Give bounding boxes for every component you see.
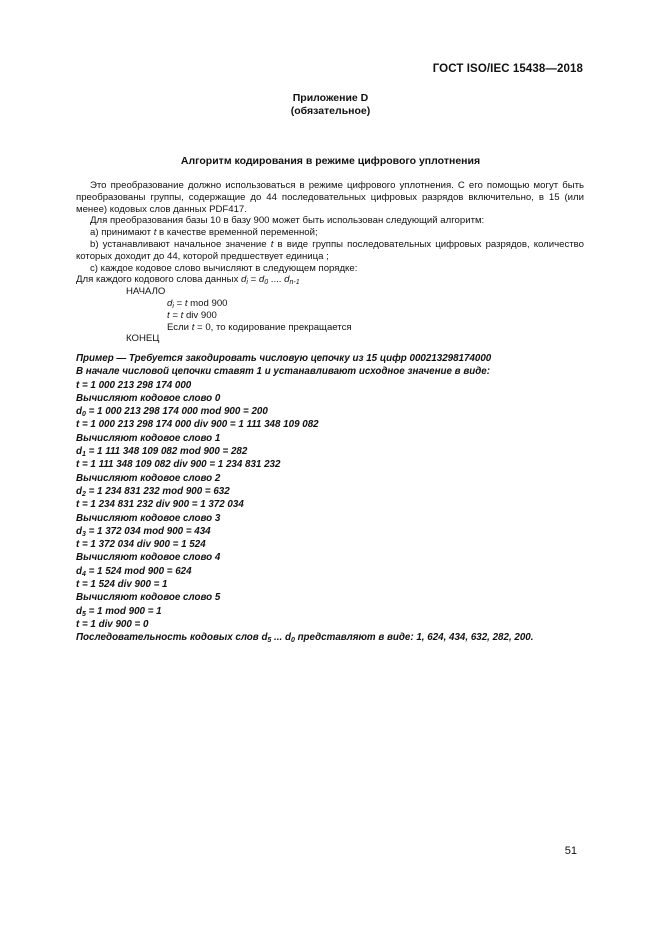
example-line: $d_4 = 1$ 524 mod 900 = 624	[76, 565, 192, 578]
intro-paragraph: Это преобразование должно использоваться в режиме цифрового уплотнения. С его помощью могут быть преобразованы группы, содержащие до 44 последовательных цифровых разрядов включительно, в 15 (или менее) кодовых слов данных PDF417.	[76, 180, 584, 215]
worked-example	[76, 352, 596, 645]
example-line: $d_2 = 1$ 234 831 232 mod 900 = 632	[76, 485, 230, 498]
section-title: Алгоритм кодирования в режиме цифрового уплотнения	[180, 155, 481, 167]
algorithm-end: КОНЕЦ	[126, 333, 160, 345]
example-line: t = 1 234 831 232 div 900 = 1 372 034	[76, 499, 244, 511]
list-item-a: а) принимают t в качестве временной переменной;	[90, 227, 318, 239]
example-line: Вычисляют кодовое слово 0	[76, 392, 221, 404]
example-line: Вычисляют кодовое слово 3	[76, 512, 221, 524]
list-item-c: с) каждое кодовое слово вычисляют в следующем порядке:	[90, 262, 358, 274]
example-line: t = 1 524 div 900 = 1	[76, 579, 168, 591]
example-line: t = 1 111 348 109 082 div 900 = 1 234 831 232	[76, 459, 281, 471]
example-line: В начале числовой цепочки ставят 1 и устанавливают исходное значение в виде:	[76, 366, 490, 378]
example-line: t = 1 372 034 div 900 = 1 524	[76, 539, 206, 551]
standard-designation: ГОСТ ISO/IEC 15438—2018	[432, 63, 583, 75]
example-line: $d_3 = 1$ 372 034 mod 900 = 434	[76, 525, 211, 538]
appendix-status: (обязательное)	[290, 105, 371, 117]
example-line: Пример — Требуется закодировать числовую цепочку из 15 цифр 000213298174000	[76, 353, 492, 364]
example-line: $d_5 = 1$ mod 900 = 1	[76, 605, 162, 618]
algorithm-step-stop: Если t = 0, то кодирование прекращается	[167, 321, 352, 333]
example-line: Вычисляют кодовое слово 4	[76, 552, 221, 564]
page-number: 51	[564, 845, 577, 857]
example-line: Вычисляют кодовое слово 5	[76, 592, 221, 604]
algorithm-description	[76, 180, 584, 345]
appendix-title: Приложение D	[292, 92, 369, 104]
example-line: t = 1 000 213 298 174 000 div 900 = 1 111 348 109 082	[76, 419, 319, 431]
algorithm-begin: НАЧАЛО	[126, 286, 166, 298]
example-line: t = 1 div 900 = 0	[76, 618, 149, 630]
algorithm-lead-paragraph: Для преобразования базы 10 в базу 900 может быть использован следующий алгоритм:	[90, 215, 485, 227]
algorithm-step-mod: $d_i = t$ mod 900	[167, 297, 228, 310]
example-line: $d_0 = 1$ 000 213 298 174 000 mod 900 = 200	[76, 406, 268, 419]
foreach-line: Для каждого кодового слова данных $d_i = d_0$ .... $d_{n-1}$	[76, 274, 300, 287]
example-result-line: Последовательность кодовых слов $d_5$ ... $d_0$ представляют в виде: 1, 624, 434, 632, 282, 200.	[76, 632, 534, 645]
list-item-b: b) устанавливают начальное значение t в виде группы последовательных цифровых разрядов, количество которых доходит до 44, которой предшествует единица ;	[76, 238, 584, 262]
example-line: $d_1 = 1$ 111 348 109 082 mod 900 = 282	[76, 446, 248, 459]
algorithm-step-div: t = t div 900	[167, 309, 217, 321]
example-line: t = 1 000 213 298 174 000	[76, 379, 192, 391]
example-line: Вычисляют кодовое слово 2	[76, 472, 221, 484]
example-line: Вычисляют кодовое слово 1	[76, 432, 221, 444]
